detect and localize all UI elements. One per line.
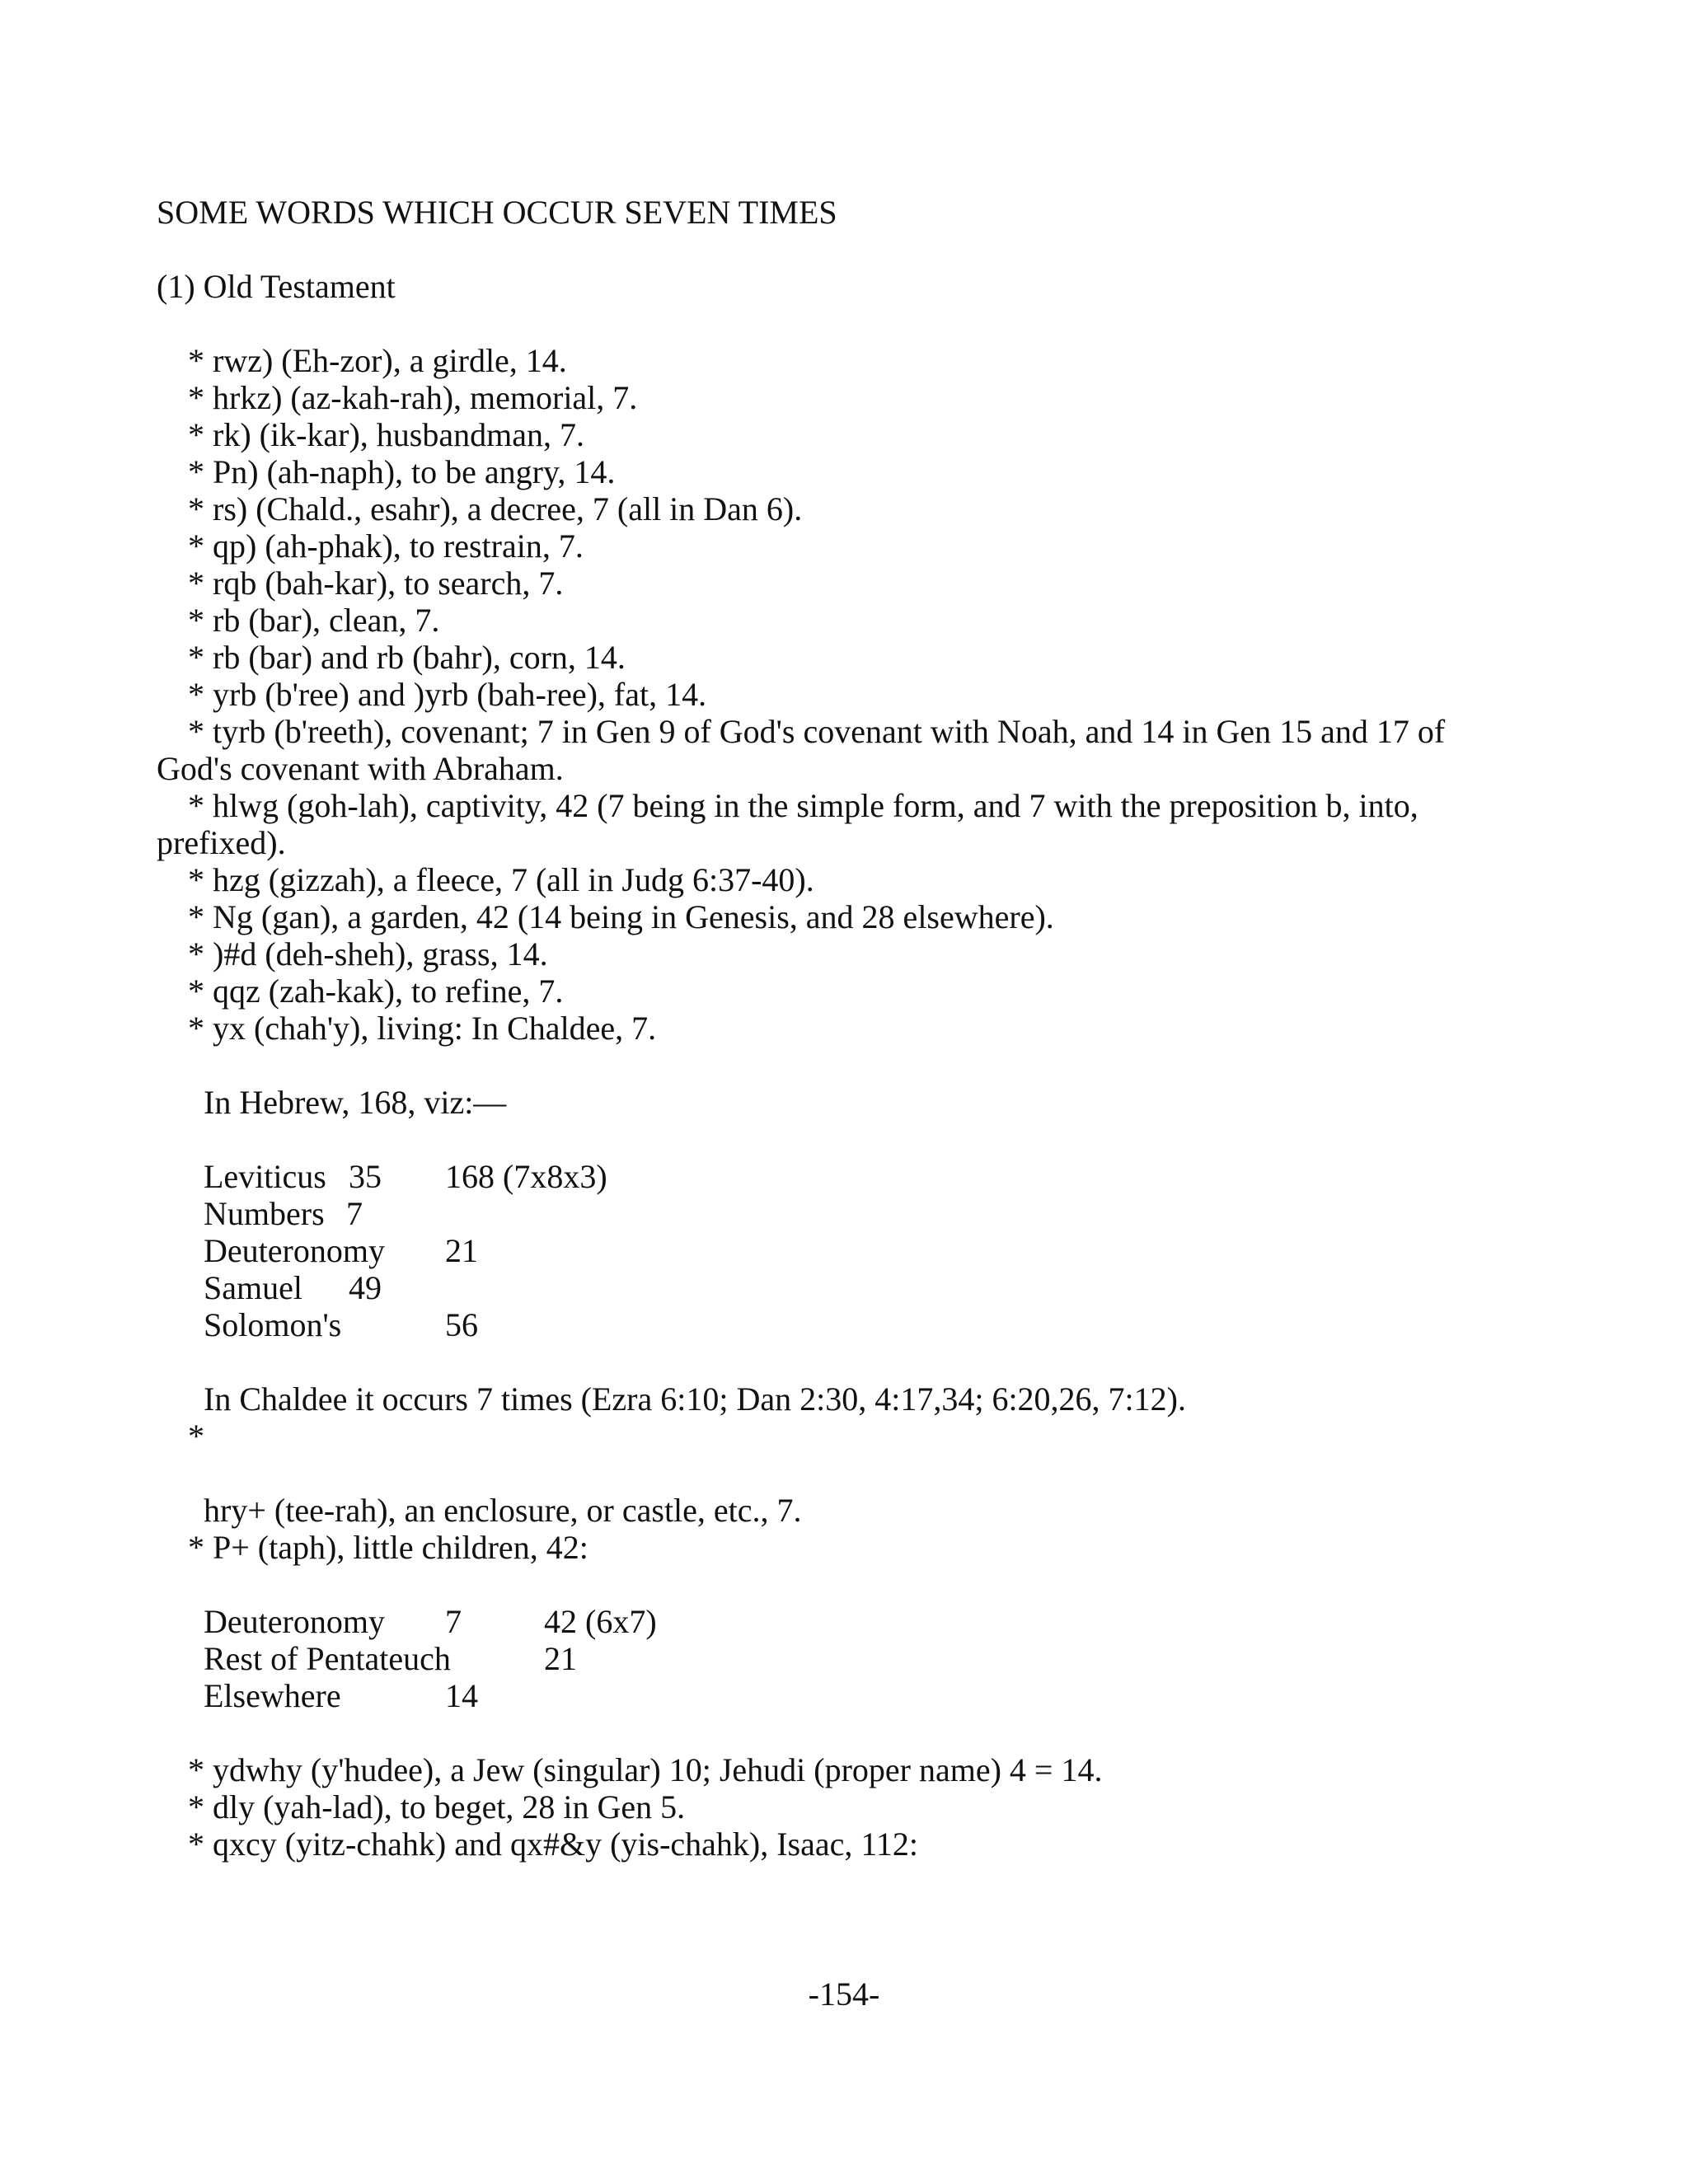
list-item: * rb (bar) and rb (bahr), corn, 14. — [188, 639, 626, 676]
list-item: * tyrb (b'reeth), covenant; 7 in Gen 9 of God's covenant with Noah, and 14 in Gen 15 and 17 of God's covenant with Abraham. — [157, 713, 1446, 787]
table-row — [157, 1195, 1541, 1232]
table-cell-count: 7 — [445, 1603, 462, 1640]
table-cell-count: 14 — [445, 1677, 478, 1714]
list-item: * P+ (taph), little children, 42: — [188, 1529, 588, 1566]
table-cell-book: Solomon's — [204, 1306, 342, 1343]
table-cell-count: 35 — [349, 1158, 382, 1195]
list-item: * Pn) (ah-naph), to be angry, 14. — [188, 453, 616, 490]
table-row — [157, 1640, 1541, 1677]
list-item: * hrkz) (az-kah-rah), memorial, 7. — [188, 379, 638, 416]
table-cell-count: 7 — [346, 1195, 363, 1232]
list-item: * ydwhy (y'hudee), a Jew (singular) 10; Jehudi (proper name) 4 = 14. — [188, 1751, 1103, 1788]
table-row — [157, 1603, 1541, 1640]
table-taph — [157, 1603, 1541, 1714]
page-heading: SOME WORDS WHICH OCCUR SEVEN TIMES — [157, 194, 837, 231]
list-item: * hlwg (goh-lah), captivity, 42 (7 being in the simple form, and 7 with the preposition b, into, prefixed). — [157, 787, 1418, 861]
list-item: hry+ (tee-rah), an enclosure, or castle, etc., 7. — [204, 1492, 802, 1529]
list-item: * yx (chah'y), living: In Chaldee, 7. — [188, 1010, 657, 1047]
document-page — [157, 194, 1541, 1863]
list-item: * qxcy (yitz-chahk) and qx#&y (yis-chahk), Isaac, 112: — [188, 1825, 918, 1863]
list-item: * qp) (ah-phak), to restrain, 7. — [188, 527, 584, 565]
list-item: * qqz (zah-kak), to refine, 7. — [188, 972, 564, 1010]
table-cell-count: 21 — [445, 1232, 478, 1269]
table-hebrew — [157, 1158, 1541, 1343]
list-item: * rb (bar), clean, 7. — [188, 602, 440, 639]
hebrew-intro: In Hebrew, 168, viz:— — [204, 1084, 507, 1121]
section-title: (1) Old Testament — [157, 268, 396, 305]
table-row — [157, 1232, 1541, 1269]
list-item: * yrb (b'ree) and )yrb (bah-ree), fat, 14. — [188, 676, 707, 713]
table-cell-book: Numbers — [204, 1195, 325, 1232]
table-row — [157, 1158, 1541, 1195]
page-number: -154- — [808, 1975, 880, 2013]
table-cell-book: Deuteronomy — [204, 1603, 385, 1640]
entry-list-3 — [157, 1751, 1541, 1863]
chaldee-note: In Chaldee it occurs 7 times (Ezra 6:10; Dan 2:30, 4:17,34; 6:20,26, 7:12). — [204, 1380, 1186, 1418]
list-item: * dly (yah-lad), to beget, 28 in Gen 5. — [188, 1788, 686, 1825]
list-item: * Ng (gan), a garden, 42 (14 being in Genesis, and 28 elsewhere). — [188, 898, 1054, 935]
list-item: * rwz) (Eh-zor), a girdle, 14. — [188, 342, 567, 379]
table-cell-book: Deuteronomy — [204, 1232, 385, 1269]
table-cell-total: 42 (6x7) — [544, 1603, 657, 1640]
table-cell-count: 56 — [445, 1306, 478, 1343]
table-row — [157, 1677, 1541, 1714]
list-item: * )#d (deh-sheh), grass, 14. — [188, 935, 548, 972]
table-cell-book: Leviticus — [204, 1158, 326, 1195]
table-cell-count: 49 — [349, 1269, 382, 1306]
list-item: * rk) (ik-kar), husbandman, 7. — [188, 416, 584, 453]
table-cell-count: 21 — [544, 1640, 577, 1677]
table-row — [157, 1306, 1541, 1343]
table-cell-total: 168 (7x8x3) — [445, 1158, 607, 1195]
list-item: * hzg (gizzah), a fleece, 7 (all in Judg 6:37-40). — [188, 861, 814, 898]
list-item: * rqb (bah-kar), to search, 7. — [188, 565, 564, 602]
list-item: * rs) (Chald., esahr), a decree, 7 (all in Dan 6). — [188, 490, 803, 527]
table-cell-book: Samuel — [204, 1269, 302, 1306]
entry-list-1 — [157, 342, 1541, 1047]
table-cell-book: Rest of Pentateuch — [204, 1640, 451, 1677]
table-row — [157, 1269, 1541, 1306]
table-cell-book: Elsewhere — [204, 1677, 341, 1714]
asterisk-marker: * — [188, 1418, 204, 1455]
